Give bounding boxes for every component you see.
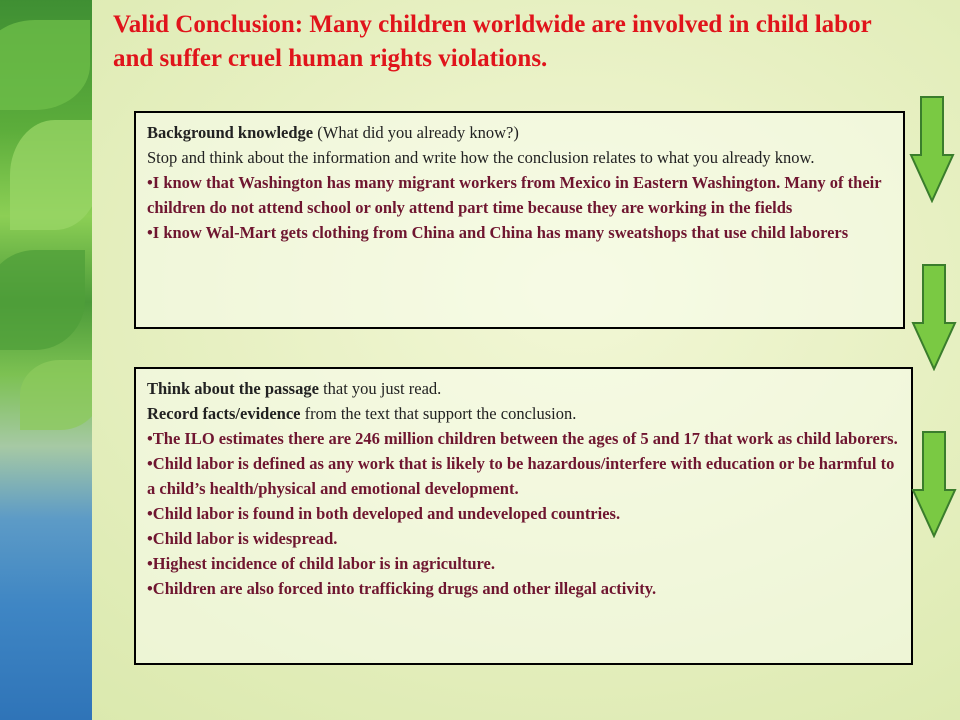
arrow-down-icon [911, 263, 957, 371]
leaf-shape [10, 120, 92, 230]
think-line [147, 376, 901, 401]
think-heading: Think about the passage [147, 379, 319, 398]
passage-evidence-box [134, 367, 913, 665]
record-line [147, 401, 901, 426]
background-knowledge-box [134, 111, 905, 329]
background-bullet: •I know that Washington has many migrant workers from Mexico in Eastern Washington. Many of their children do not attend school or only attend part time because they are working in the fields [147, 173, 882, 217]
arrow-down-icon [911, 430, 957, 538]
evidence-bullet: •Child labor is found in both developed and undeveloped countries. [147, 504, 621, 523]
leaf-shape [20, 360, 92, 430]
think-rest: that you just read. [323, 379, 442, 398]
evidence-bullet: •The ILO estimates there are 246 million children between the ages of 5 and 17 that work as child laborers. [147, 429, 898, 448]
evidence-bullet: •Highest incidence of child labor is in agriculture. [147, 554, 496, 573]
background-heading-line [147, 120, 893, 145]
slide-title: Valid Conclusion: Many children worldwide are involved in child labor and suffer cruel human rights violations. [113, 11, 872, 72]
evidence-bullet: •Children are also forced into trafficking drugs and other illegal activity. [147, 579, 657, 598]
arrow-down-icon [909, 95, 955, 203]
background-bullet: •I know Wal-Mart gets clothing from China and China has many sweatshops that use child laborers [147, 223, 849, 242]
background-heading: Background knowledge [147, 123, 314, 142]
decorative-leaf-water-strip [0, 0, 92, 720]
record-rest: from the text that support the conclusion. [304, 404, 577, 423]
evidence-bullet: •Child labor is widespread. [147, 529, 338, 548]
leaf-shape [0, 250, 85, 350]
background-heading-note: (What did you already know?) [317, 123, 519, 142]
leaf-shape [0, 20, 90, 110]
evidence-bullet: •Child labor is defined as any work that is likely to be hazardous/interfere with education or be harmful to a child’s health/physical and emotional development. [147, 454, 895, 498]
record-heading: Record facts/evidence [147, 404, 301, 423]
background-instruction: Stop and think about the information and write how the conclusion relates to what you already know. [147, 148, 815, 167]
